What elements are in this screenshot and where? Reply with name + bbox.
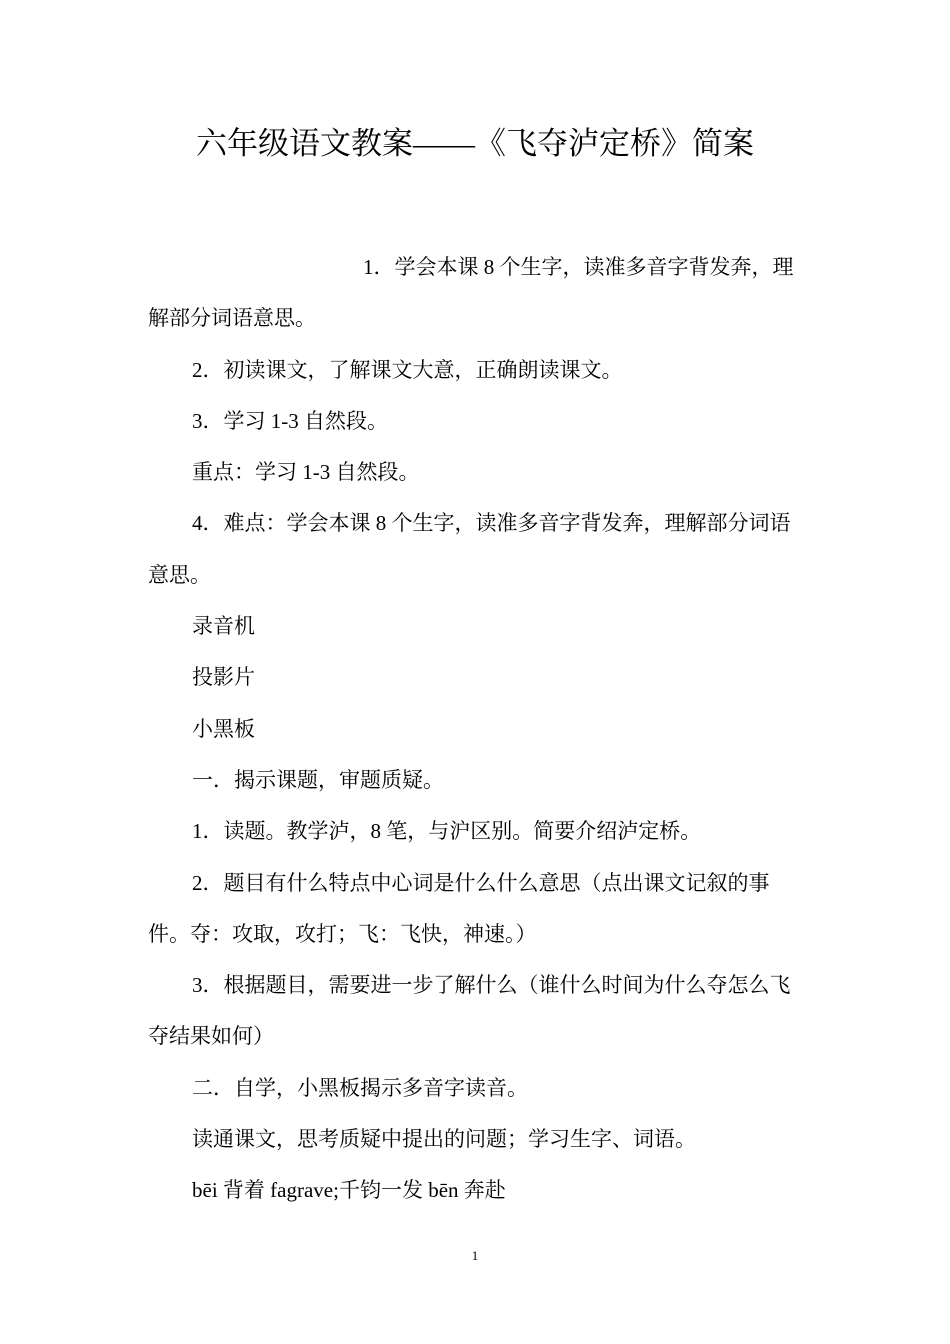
paragraph-objective-1: 1．学会本课 8 个生字，读准多音字背发奔，理解部分词语意思。	[148, 255, 794, 331]
paragraph-step-2: 2．题目有什么特点中心词是什么什么意思（点出课文记叙的事件。夺：攻取，攻打；飞：飞快，神速。）	[148, 870, 770, 946]
page-number: 1	[471, 1248, 479, 1263]
paragraph-material-recorder: 录音机	[192, 614, 255, 639]
paragraph-objective-3: 3．学习 1-3 自然段。	[192, 408, 388, 433]
paragraph-step-3: 3．根据题目，需要进一步了解什么（谁什么时间为什么夺怎么飞夺结果如何）	[148, 973, 791, 1049]
paragraph-objective-2: 2．初读课文，了解课文大意，正确朗读课文。	[192, 357, 623, 382]
document-body	[148, 242, 803, 1217]
paragraph-pronunciation: bēi 背着 fagrave;千钧一发 bēn 奔赴	[192, 1178, 506, 1203]
paragraph-material-slides: 投影片	[192, 665, 255, 690]
paragraph-section-one: 一．揭示课题，审题质疑。	[192, 767, 444, 792]
paragraph-material-blackboard: 小黑板	[192, 716, 255, 741]
page-title: 六年级语文教案——《飞夺泸定桥》简案	[196, 126, 754, 161]
paragraph-key-point: 重点：学习 1-3 自然段。	[192, 460, 420, 485]
paragraph-difficulty: 4．难点：学会本课 8 个生字，读准多音字背发奔，理解部分词语意思。	[148, 511, 791, 587]
paragraph-section-two: 二．自学，小黑板揭示多音字读音。	[192, 1075, 528, 1100]
paragraph-step-1: 1．读题。教学泸，8 笔，与沪区别。简要介绍泸定桥。	[192, 819, 702, 844]
paragraph-reading: 读通课文，思考质疑中提出的问题；学习生字、词语。	[192, 1127, 696, 1152]
